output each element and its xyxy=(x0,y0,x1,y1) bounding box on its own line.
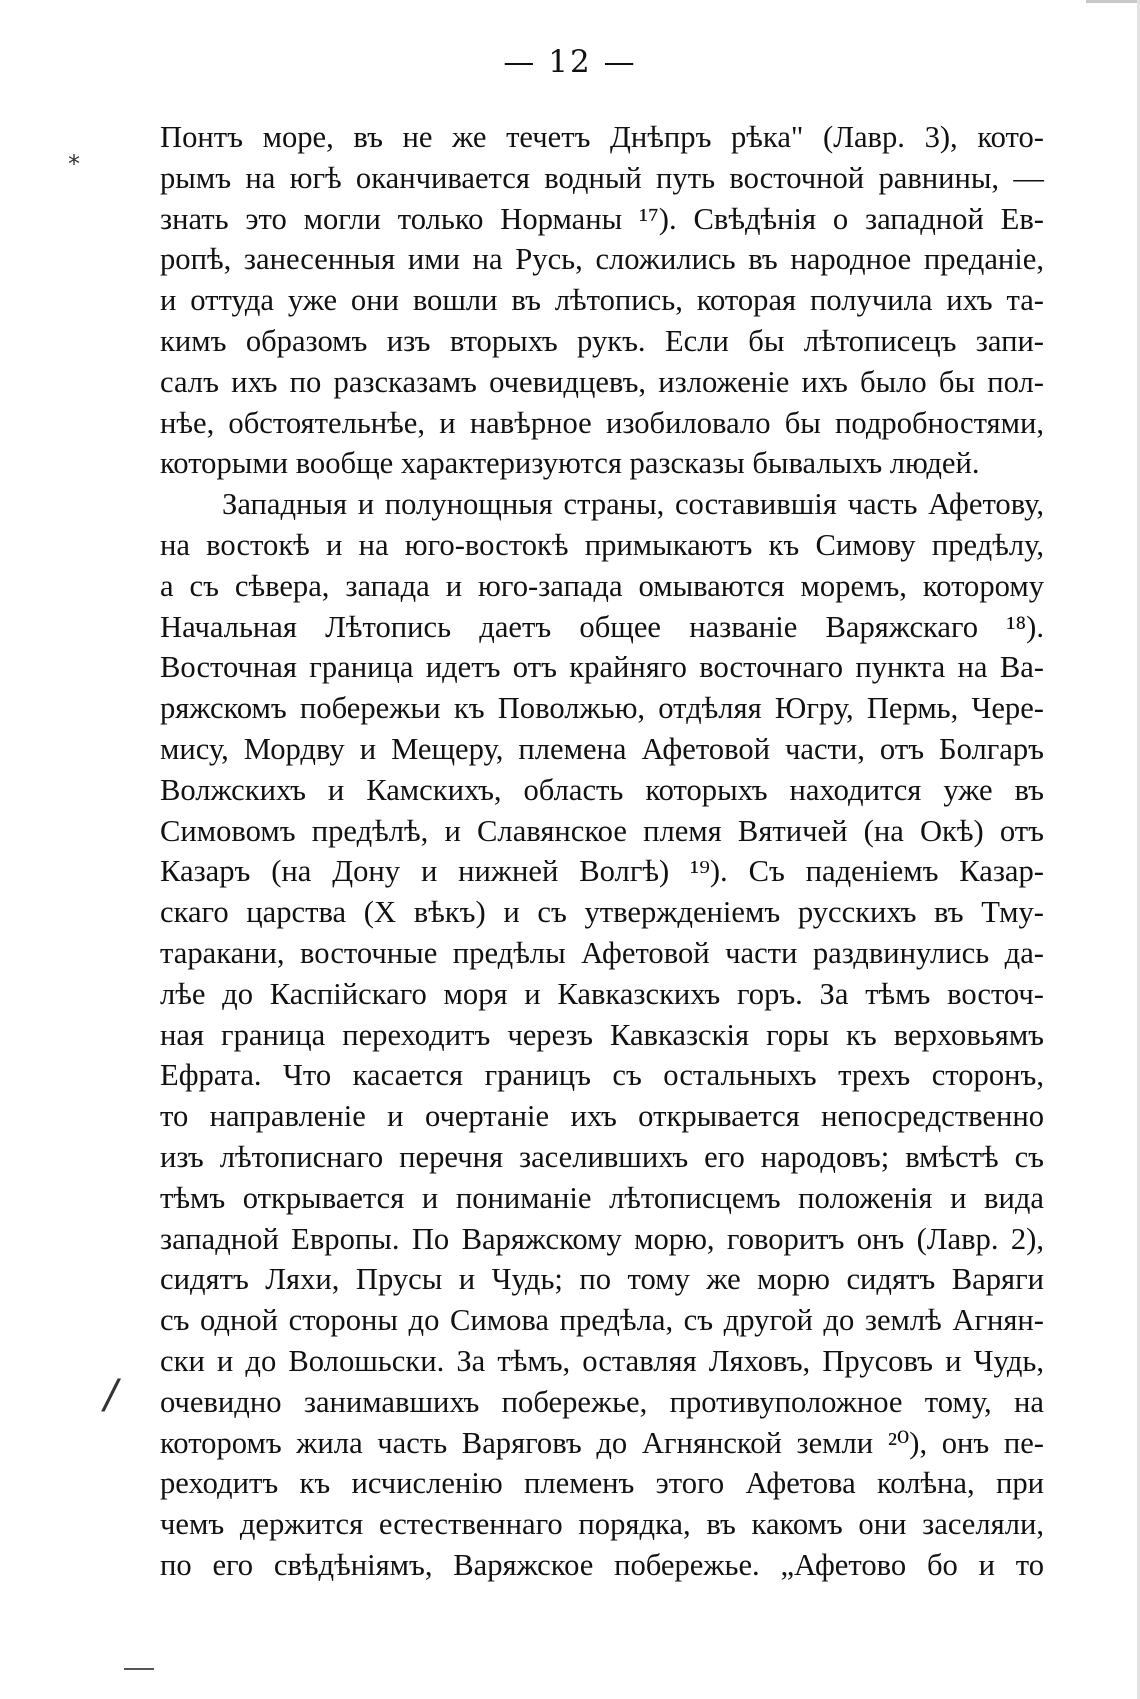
text-line-3: знать это могли только Норманы ¹⁷). Свѣдѣнія о западной Ев- xyxy=(160,201,1044,236)
text-line-11: на востокѣ и на юго-востокѣ примыкаютъ къ Симову предѣлу, xyxy=(160,527,1044,562)
text-line-35: чемъ держится естественнаго порядка, въ какомъ они заселяли, xyxy=(160,1507,1044,1542)
text-line-29: сидятъ Ляхи, Прусы и Чудь; по тому же морю сидятъ Варяги xyxy=(160,1262,1044,1297)
text-line-12: а съ сѣвера, запада и юго-запада омываются моремъ, которому xyxy=(160,568,1044,603)
text-line-20: скаго царства (X вѣкъ) и съ утвержденіемъ русскихъ въ Тму- xyxy=(160,895,1044,930)
text-line-23: ная граница переходитъ черезъ Кавказскія горы къ верховьямъ xyxy=(160,1017,1044,1052)
text-line-27: тѣмъ открывается и пониманіе лѣтописцемъ положенія и вида xyxy=(160,1180,1044,1215)
text-line-16: мису, Мордву и Мещеру, племена Афетовой части, отъ Болгаръ xyxy=(160,731,1044,766)
text-line-10: Западныя и полунощныя страны, составившія часть Афетову, xyxy=(222,487,1044,522)
text-line-4: ропѣ, занесенныя ими на Русь, сложились въ народное преданіе, xyxy=(160,242,1044,277)
text-line-1: Понтъ море, въ не же течетъ Днѣпръ рѣка" (Лавр. 3), кото- xyxy=(160,120,1044,154)
text-line-36: по его свѣдѣніямъ, Варяжское побережье. „Афетово бо и то xyxy=(160,1547,1044,1582)
text-line-22: лѣе до Каспійскаго моря и Кавказскихъ горъ. За тѣмъ восточ- xyxy=(160,976,1044,1011)
top-edge-tick xyxy=(1086,0,1140,3)
text-line-24: Ефрата. Что касается границъ съ остальныхъ трехъ сторонъ, xyxy=(160,1058,1044,1093)
margin-stroke-mark: / xyxy=(104,1372,118,1418)
text-line-33: которомъ жила часть Варяговъ до Агнянской земли ²⁰), онъ пе- xyxy=(160,1425,1044,1460)
text-line-7: салъ ихъ по разсказамъ очевидцевъ, изложеніе ихъ было бы пол- xyxy=(160,364,1044,399)
text-line-25: то направленіе и очертаніе ихъ открывается непосредственно xyxy=(160,1099,1044,1134)
text-line-9: которыми вообще характеризуются разсказы бывалыхъ людей. xyxy=(160,446,980,481)
text-line-18: Симовомъ предѣлѣ, и Славянское племя Вятичей (на Окѣ) отъ xyxy=(160,813,1044,848)
page-number: — 12 — xyxy=(503,44,637,80)
text-line-5: и оттуда уже они вошли въ лѣтопись, которая получила ихъ та- xyxy=(160,283,1044,318)
text-line-15: ряжскомъ побережьи къ Поволжью, отдѣляя Югру, Пермь, Чере- xyxy=(160,691,1044,726)
text-line-8: нѣе, обстоятельнѣе, и навѣрное изобиловало бы подробностями, xyxy=(160,405,1044,440)
text-line-32: очевидно занимавшихъ побережье, противуположное тому, на xyxy=(160,1384,1044,1419)
text-line-28: западной Европы. По Варяжскому морю, говоритъ онъ (Лавр. 2), xyxy=(160,1221,1044,1256)
body-text xyxy=(160,117,1044,1586)
text-line-19: Казаръ (на Дону и нижней Волгѣ) ¹⁹). Съ паденіемъ Казар- xyxy=(160,854,1044,889)
text-line-14: Восточная граница идетъ отъ крайняго восточнаго пункта на Ва- xyxy=(160,650,1044,685)
margin-dash-mark xyxy=(124,1668,154,1670)
text-line-31: ски и до Волошьски. За тѣмъ, оставляя Ляховъ, Прусовъ и Чудь, xyxy=(160,1343,1044,1378)
text-line-21: таракани, восточные предѣлы Афетовой части раздвинулись да- xyxy=(160,935,1044,970)
text-line-26: изъ лѣтописнаго перечня заселившихъ его народовъ; вмѣстѣ съ xyxy=(160,1139,1044,1174)
text-line-6: кимъ образомъ изъ вторыхъ рукъ. Если бы лѣтописецъ запи- xyxy=(160,323,1044,358)
margin-asterisk-mark: * xyxy=(68,150,80,178)
text-line-13: Начальная Лѣтопись даетъ общее названіе Варяжскаго ¹⁸). xyxy=(160,609,1044,644)
text-line-30: съ одной стороны до Симова предѣла, съ другой до землѣ Агнян- xyxy=(160,1303,1044,1338)
text-line-34: реходитъ къ исчисленію племенъ этого Афетова колѣна, при xyxy=(160,1466,1044,1501)
text-line-17: Волжскихъ и Камскихъ, область которыхъ находится уже въ xyxy=(160,772,1044,807)
text-line-2: рымъ на югѣ оканчивается водный путь восточной равнины, — xyxy=(160,160,1044,195)
